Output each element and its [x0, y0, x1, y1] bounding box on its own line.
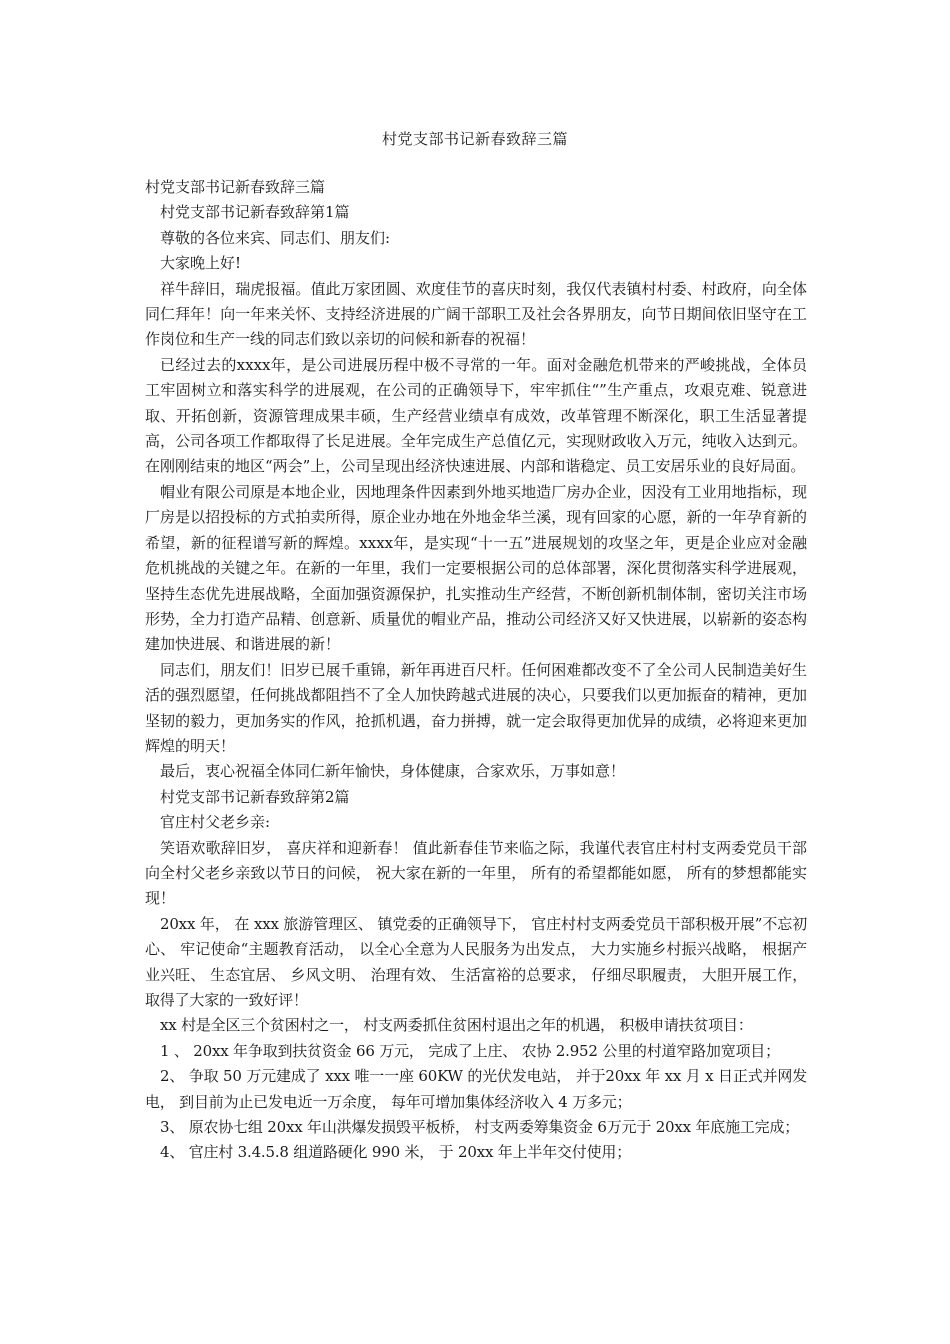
- paragraph-body: 同志们，朋友们！旧岁已展千重锦，新年再进百尺杆。任何困难都改变不了全公司人民制造美好生活的强烈愿望，任何挑战都阻挡不了全人加快跨越式进展的决心，只要我们以更加振奋的精神，更加坚韧的毅力，更加务实的作风，抢抓机遇，奋力拼搏，就一定会取得更加优异的成绩，必将迎来更加辉煌的明天！: [145, 660, 807, 755]
- list-item: 4、 官庄村 3.4.5.8 组道路硬化 990 米， 于 20xx 年上半年交付使用；: [160, 1143, 632, 1162]
- paragraph-body: 笑语欢歌辞旧岁， 喜庆祥和迎新春！ 值此新春佳节来临之际，我谨代表官庄村村支两委党员干部向全村父老乡亲致以节日的问候， 祝大家在新的一年里， 所有的希望都能如愿， 所有的梦想都能实现！: [145, 838, 807, 908]
- paragraph-body: xx 村是全区三个贫困村之一， 村支两委抓住贫困村退出之年的机遇， 积极申请扶贫项目：: [160, 1016, 753, 1035]
- list-item: 3、 原农协七组 20xx 年山洪爆发损毁平板桥， 村支两委筹集资金 6万元于 20xx 年底施工完成；: [160, 1118, 800, 1137]
- paragraph-body: 20xx 年， 在 xxx 旅游管理区、 镇党委的正确领导下， 官庄村村支两委党员干部积极开展”不忘初心、 牢记使命“主题教育活动， 以全心全意为人民服务为出发点， 大力实施乡村振兴战略， 根据产业兴旺、 生态宜居、 乡风文明、 治理有效、 生活富裕的总要求， 仔细尽职履责， 大胆开展工作， 取得了大家的一致好评！: [145, 914, 807, 1009]
- document-title: 村党支部书记新春致辞三篇: [381, 130, 568, 148]
- paragraph-greeting: 大家晚上好!: [160, 254, 242, 273]
- paragraph-body: 祥牛辞旧，瑞虎报福。值此万家团圆、欢度佳节的喜庆时刻，我仅代表镇村村委、村政府，向全体同仁拜年！向一年来关怀、支持经济进展的广阔干部职工及社会各界朋友，向节日期间依旧坚守在工作岗位和生产一线的同志们致以亲切的问候和新春的祝福！: [145, 279, 807, 349]
- list-item: 2、 争取 50 万元建成了 xxx 唯一一座 60KW 的光伏发电站， 并于20xx 年 xx 月 x 日正式并网发电， 到目前为止已发电近一万余度， 每年可增加集体经济收入 4 万多元；: [145, 1067, 807, 1111]
- paragraph-heading: 村党支部书记新春致辞三篇: [145, 178, 326, 196]
- document-body: [145, 175, 807, 1166]
- paragraph-section-1-title: 村党支部书记新春致辞第1篇: [160, 203, 350, 222]
- paragraph-body: 已经过去的xxxx年，是公司进展历程中极不寻常的一年。面对金融危机带来的严峻挑战，全体员工牢固树立和落实科学的进展观，在公司的正确领导下，牢牢抓住“”生产重点，攻艰克难、锐意进取、开拓创新，资源管理成果丰硕，生产经营业绩卓有成效，改革管理不断深化，职工生活显著提高，公司各项工作都取得了长足进展。全年完成生产总值亿元，实现财政收入万元，纯收入达到元。在刚刚结束的地区“两会”上，公司呈现出经济快速进展、内部和谐稳定、员工安居乐业的良好局面。: [145, 355, 807, 476]
- paragraph-section-2-title: 村党支部书记新春致辞第2篇: [160, 787, 350, 806]
- paragraph-body: 帽业有限公司原是本地企业，因地理条件因素到外地买地造厂房办企业，因没有工业用地指标，现厂房是以招投标的方式拍卖所得，原企业办地在外地金华兰溪，现有回家的心愿，新的一年孕育新的希望，新的征程谱写新的辉煌。xxxx年，是实现“十一五”进展规划的攻坚之年，更是企业应对金融危机挑战的关键之年。在新的一年里，我们一定要根据公司的总体部署，深化贯彻落实科学进展观，坚持生态优先进展战略，全面加强资源保护，扎实推动生产经营，不断创新机制体制，密切关注市场形势，全力打造产品精、创意新、质量优的帽业产品，推动公司经济又好又快进展，以崭新的姿态构建加快进展、和谐进展的新！: [145, 482, 807, 654]
- paragraph-salutation: 尊敬的各位来宾、同志们、朋友们:: [160, 228, 391, 247]
- paragraph-salutation: 官庄村父老乡亲:: [160, 813, 271, 832]
- list-item: 1 、 20xx 年争取到扶贫资金 66 万元， 完成了上庄、 农协 2.952 公里的村道窄路加宽项目；: [160, 1041, 780, 1060]
- paragraph-body: 最后，衷心祝福全体同仁新年愉快，身体健康，合家欢乐，万事如意！: [160, 762, 626, 781]
